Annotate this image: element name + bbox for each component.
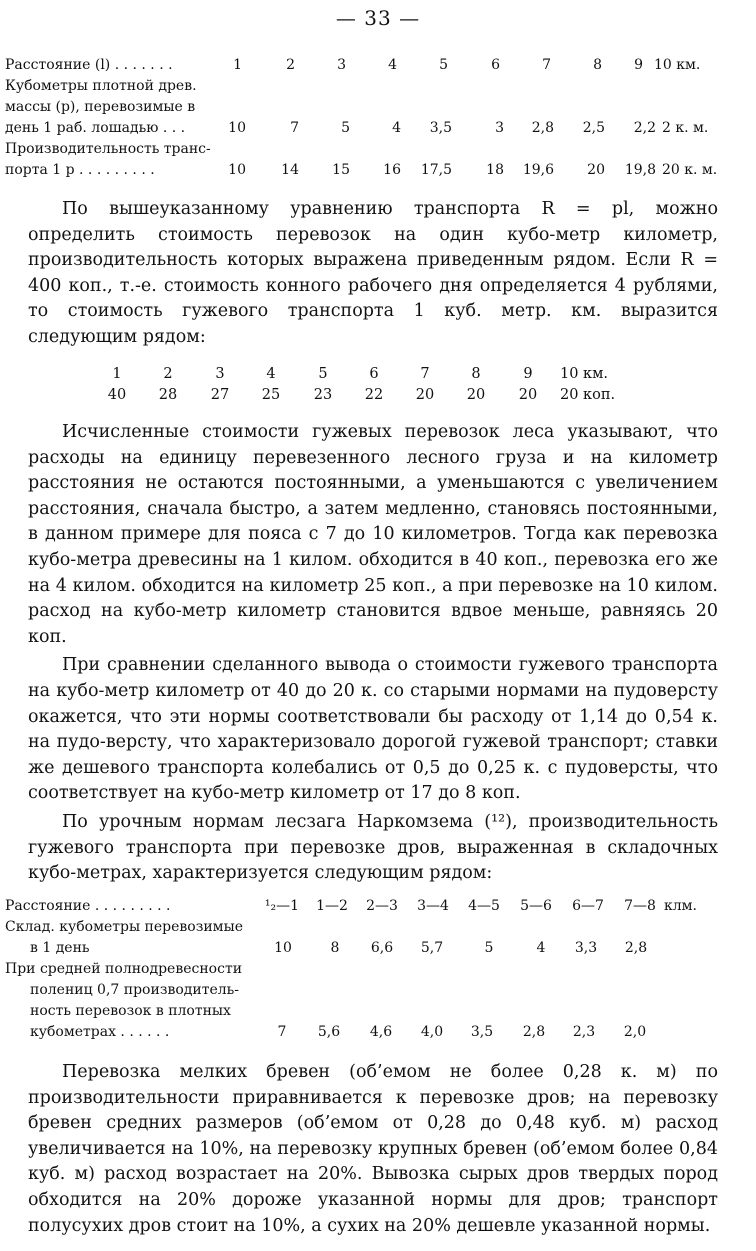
table-cell: 2,8 xyxy=(531,120,554,136)
page-number: — 33 — xyxy=(335,6,421,30)
paragraph xyxy=(28,197,718,351)
distance-row xyxy=(0,364,756,385)
row-label: ность перевозок в плотных xyxy=(30,1003,231,1019)
series-value: 20 коп. xyxy=(560,387,616,403)
table-cell: 8 xyxy=(593,57,602,73)
cost-series xyxy=(0,364,756,408)
table-cell: 2,3 xyxy=(572,1024,596,1040)
table-row xyxy=(0,1001,756,1022)
table-cell: ¹₂—1 xyxy=(264,898,300,914)
table-cell: 14 xyxy=(281,162,299,178)
table-row xyxy=(0,1022,756,1043)
table-cell: 7—8 xyxy=(624,898,656,914)
row-label: Производительность транс- xyxy=(5,141,211,157)
table-cell: 10 xyxy=(274,940,292,956)
paragraph-text: По урочным нормам лесзага Наркомзема (¹²), производительность гужевого транспорта при перевозке дров, выраженная в складочных кубо-метрах, характеризуется следующим рядом: xyxy=(28,811,718,884)
table-cell: 3 xyxy=(337,57,346,73)
table-cell: 5 xyxy=(341,120,350,136)
row-label: При средней полнодревесности xyxy=(5,961,243,977)
table-row xyxy=(0,118,756,139)
table-cell: 7 xyxy=(277,1024,287,1040)
table-cell: 5 xyxy=(439,57,448,73)
cost-row xyxy=(0,385,756,406)
table-cell: 5,7 xyxy=(420,940,444,956)
series-value: 23 xyxy=(313,387,333,403)
table-row xyxy=(0,980,756,1001)
table-cell: 4 xyxy=(388,57,397,73)
table-cell: 2,8 xyxy=(624,940,648,956)
series-value: 20 xyxy=(415,387,435,403)
series-value: 27 xyxy=(210,387,230,403)
table-cell: 17,5 xyxy=(420,162,452,178)
paragraph-text: По вышеуказанному уравнению транспорта R = pl, можно определить стоимость перевозок на один кубо-метр километр, производительность которых выражена приведенным рядом. Если R = 400 коп., т.-е. стоимость конного рабочего дня определяется 4 рублями, то стоимость гужевого транспорта 1 куб. метр. км. выразится следующим рядом: xyxy=(28,199,718,347)
table-cell: 6 xyxy=(491,57,500,73)
table-row xyxy=(0,917,756,938)
table-cell: 1 xyxy=(233,57,242,73)
table-cell: 20 xyxy=(587,162,605,178)
table-cell: 7 xyxy=(542,57,551,73)
table-cell: 4,0 xyxy=(420,1024,444,1040)
row-label: полениц 0,7 производитель- xyxy=(30,982,239,998)
table-row xyxy=(0,76,756,97)
table-cell: 4—5 xyxy=(468,898,500,914)
table-cell: 2,5 xyxy=(582,120,605,136)
series-value: 40 xyxy=(107,387,127,403)
table-cell: 10 xyxy=(228,120,246,136)
firewood-norms-table xyxy=(0,896,756,1043)
row-label: Расстояние (l) . . . . . . . xyxy=(5,57,173,73)
series-value: 20 xyxy=(518,387,538,403)
paragraph-text: Перевозка мелких бревен (об’емом не более 0,28 к. м) по производительности приравнивается к перевозке дров; на перевозку бревен средних размеров (об’емом от 0,28 до 0,48 куб. м) расход увеличивается на 10%, на перевозку крупных бревен (об’емом более 0,84 куб. м) расход возрастает на 20%. Вывозка сырых дров твердых пород обходится на 20% дороже указанной нормы для дров; транспорт полусухих дров стоит на 10%, а сухих на 20% дешевле указанной нормы. xyxy=(28,1062,718,1236)
series-value: 3 xyxy=(215,366,225,382)
row-label: массы (р), перевозимые в xyxy=(5,99,196,115)
series-value: 20 xyxy=(466,387,486,403)
table-cell: 9 xyxy=(634,57,643,73)
table-row xyxy=(0,97,756,118)
series-value: 1 xyxy=(112,366,122,382)
table-cell: 5—6 xyxy=(520,898,552,914)
unit-cell: 20 к. м. xyxy=(662,162,718,178)
table-cell: 6—7 xyxy=(572,898,604,914)
row-label: день 1 раб. лошадью . . . xyxy=(5,120,186,136)
table-cell: 2—3 xyxy=(366,898,398,914)
series-value: 25 xyxy=(261,387,281,403)
series-value: 7 xyxy=(420,366,430,382)
paragraph-block xyxy=(28,420,718,887)
table-cell: 3,5 xyxy=(429,120,452,136)
table-row xyxy=(0,959,756,980)
table-cell: 10 xyxy=(228,162,246,178)
paragraph xyxy=(28,1060,718,1239)
table-cell: 15 xyxy=(332,162,350,178)
table-row xyxy=(0,160,756,181)
unit-cell: 2 к. м. xyxy=(662,120,709,136)
table-row xyxy=(0,896,756,917)
row-label: Расстояние . . . . . . . . . xyxy=(5,898,171,914)
table-cell: 3—4 xyxy=(417,898,449,914)
table-cell: 2,2 xyxy=(633,120,656,136)
paragraph-text: Исчисленные стоимости гужевых перевозок леса указывают, что расходы на единицу перевезенного лесного груза и на километр расстояния не остаются постоянными, а уменьшаются с увеличением расстояния, сначала быстро, а затем медленно, становясь постоянными, в данном примере для пояса с 7 до 10 километров. Тогда как перевозка кубо-метра древесины на 1 килом. обходится в 40 коп., перевозка его же на 4 килом. обходится на километр 25 коп., а при перевозке на 10 килом. расход на кубо-метр километр становится вдвое меньше, равняясь 20 коп. xyxy=(28,422,718,647)
series-value: 8 xyxy=(471,366,481,382)
table-row xyxy=(0,55,756,76)
series-value: 4 xyxy=(266,366,276,382)
series-value: 28 xyxy=(158,387,178,403)
table-cell: 7 xyxy=(290,120,299,136)
table-cell: 3,5 xyxy=(470,1024,494,1040)
table-cell: 2,0 xyxy=(623,1024,647,1040)
table-cell: 18 xyxy=(486,162,504,178)
table-cell: 5,6 xyxy=(317,1024,341,1040)
series-value: 10 км. xyxy=(560,366,609,382)
distance-productivity-table xyxy=(0,55,756,181)
table-cell: 3 xyxy=(495,120,504,136)
unit-cell: 10 км. xyxy=(654,57,701,73)
table-cell: 16 xyxy=(383,162,401,178)
series-value: 2 xyxy=(163,366,173,382)
table-cell: 2 xyxy=(286,57,295,73)
table-cell: 6,6 xyxy=(370,940,394,956)
series-value: 6 xyxy=(369,366,379,382)
table-cell: 2,8 xyxy=(522,1024,546,1040)
row-label: Склад. кубометры перевозимые xyxy=(5,919,243,935)
series-value: 5 xyxy=(318,366,328,382)
table-cell: 5 xyxy=(484,940,494,956)
table-cell: 3,3 xyxy=(574,940,598,956)
row-label: порта 1 р . . . . . . . . . xyxy=(5,162,155,178)
table-cell: 1—2 xyxy=(316,898,348,914)
row-label: в 1 день xyxy=(30,940,90,956)
table-cell: 8 xyxy=(330,940,340,956)
table-row xyxy=(0,139,756,160)
paragraph-text: При сравнении сделанного вывода о стоимости гужевого транспорта на кубо-метр километр от 40 до 20 к. со старыми нормами на пудоверсту окажется, что эти нормы соответствовали бы расходу от 1,14 до 0,54 к. на пудо-версту, что характеризовало дорогой гужевой транспорт; ставки же дешевого транспорта колебались от 0,5 до 0,25 к. с пудоверсты, что соответствует на кубо-метр километр от 17 до 8 коп. xyxy=(28,655,718,804)
row-label: кубометрах . . . . . . xyxy=(30,1024,170,1040)
series-value: 9 xyxy=(523,366,533,382)
table-cell: 4 xyxy=(392,120,401,136)
unit-cell: клм. xyxy=(664,898,697,914)
series-value: 22 xyxy=(364,387,384,403)
table-row xyxy=(0,938,756,959)
table-cell: 19,8 xyxy=(624,162,656,178)
row-label: Кубометры плотной древ. xyxy=(5,78,197,94)
table-cell: 4 xyxy=(536,940,546,956)
table-cell: 4,6 xyxy=(369,1024,393,1040)
table-cell: 19,6 xyxy=(522,162,554,178)
